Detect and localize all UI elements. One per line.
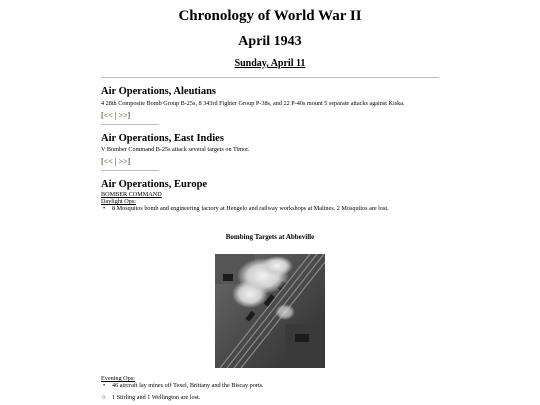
label-evening-ops: Evening Ops: (101, 375, 135, 382)
label-daylight-ops: Daylight Ops: (101, 198, 136, 205)
section-text-east-indies: V Bomber Command B-25s attack several targets on Timor. (101, 146, 250, 153)
nav-separator: | (114, 111, 117, 120)
nav-links (101, 157, 130, 166)
section-title-europe: Air Operations, Europe (101, 179, 208, 190)
list-item: • 46 aircraft lay mines off Texel, Brittany and the Biscay ports. (101, 382, 264, 389)
figure-caption: Bombing Targets at Abbeville (225, 233, 315, 241)
page-title: Chronology of World War II (178, 8, 362, 24)
divider (101, 77, 439, 78)
section-title-east-indies: Air Operations, East Indies (101, 133, 224, 144)
section-title-aleutians: Air Operations, Aleutians (101, 86, 217, 97)
prev-link[interactable]: [<< (101, 157, 113, 166)
section-text-aleutians: 4 28th Composite Bomb Group B-25s, 8 343rd Fighter Group P-38s, and 22 P-40s mount 5 separate attacks against Kiska. (101, 100, 405, 107)
divider (101, 170, 159, 171)
nav-links (101, 111, 130, 120)
nav-separator: | (114, 157, 117, 166)
evening-list (101, 382, 264, 389)
prev-link[interactable]: [<< (101, 111, 113, 120)
aerial-bombing-photo (215, 254, 325, 368)
month-heading: April 1943 (238, 34, 302, 49)
subheading-bomber-command: BOMBER COMMAND (101, 191, 162, 198)
list-item: • 8 Mosquitos bomb and engineering factory at Hengelo and railway workshops at Malines. 2 Mosquitos are lost. (101, 205, 389, 212)
day-heading: Sunday, April 11 (234, 58, 306, 69)
next-link[interactable]: >>] (118, 157, 131, 166)
list-item: ○ 1 Stirling and 1 Wellington are lost. (101, 394, 200, 401)
evening-sub-list (101, 394, 200, 401)
divider (101, 124, 159, 125)
next-link[interactable]: >>] (118, 111, 131, 120)
daylight-list (101, 205, 389, 212)
